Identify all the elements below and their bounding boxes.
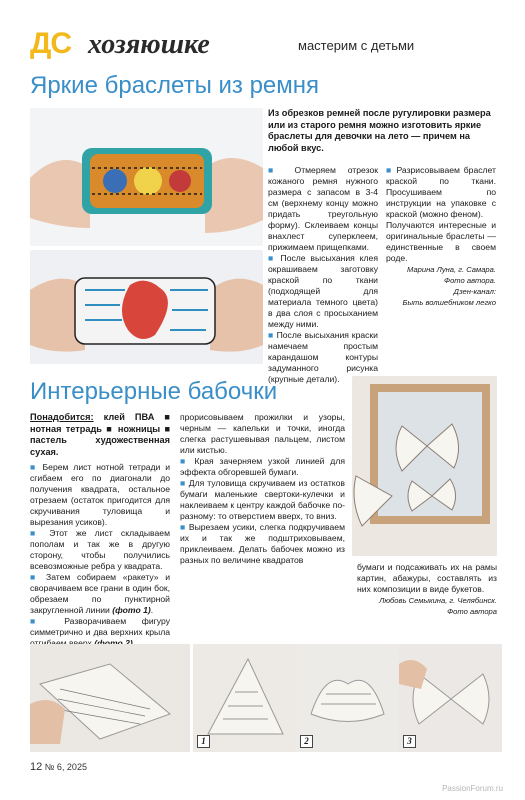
- step-photo-3: [399, 644, 502, 752]
- step-photo-2: [296, 644, 399, 752]
- article2-author: Любовь Семыкина, г. Челябинск.: [379, 596, 497, 605]
- article1-author: Марина Луна, г. Самара.: [407, 265, 496, 274]
- article1-lead: Из обрезков ремней после ругулировки размера или из старого ремня можно изготовить яркие браслеты для девочки на лето — причем на любой вкус.: [268, 108, 491, 153]
- bullet-square-icon: ■: [30, 462, 43, 473]
- bullet-square-icon: ■: [386, 165, 397, 175]
- rubric-label: мастерим с детьми: [298, 38, 415, 53]
- article1-title: Яркие браслеты из ремня: [30, 72, 320, 99]
- step-photo-1: [193, 644, 296, 752]
- page-number: 12: [30, 761, 43, 773]
- bullet-square-icon: ■: [180, 478, 189, 488]
- bracelet-photo-2: [30, 250, 263, 364]
- photo-number-3: 3: [403, 735, 416, 748]
- bullet-square-icon: ■: [268, 253, 281, 263]
- article1-photo-credit: Фото автора.: [444, 276, 496, 285]
- bracelet-photo-1: [30, 108, 263, 246]
- watermark: PassionForum.ru: [442, 784, 503, 793]
- article2-title: Интерьерные бабочки: [30, 378, 278, 405]
- magazine-header: [30, 28, 500, 62]
- article2-column-1: Понадобится: клей ПВА ■ нотная тетрадь ■ ножницы ■ пастель художественная сухая. ■ Берем лист нотной тетради и сгибаем его по диагонали до получения квадрата, остальное отрезаем (остаток пригодится для скручивания туловища и вырезания усиков). ■ Этот же лист складываем пополам и так же в другую сторону, чтобы получились всевозможные ребра у квадрата. ■ Затем собираем «ракету» и сворачиваем все грани в один бок, обрезаем по пунктирной закругленной линии (фото 1). ■ Разворачиваем фигуру симметрично и два верхних крыла: [30, 412, 170, 737]
- issue-number: № 6, 2025: [44, 762, 87, 772]
- photo-number-2: 2: [300, 735, 313, 748]
- bullet-square-icon: ■: [30, 528, 50, 539]
- photo-number-1: 1: [197, 735, 210, 748]
- bullet-square-icon: ■: [180, 456, 195, 466]
- bullet-square-icon: ■: [268, 165, 295, 175]
- article1-channel: Дзен-канал:: [453, 287, 496, 296]
- article1-channel-name: Быть волшебником легко: [402, 298, 496, 307]
- bullet-square-icon: ■: [30, 616, 65, 627]
- brand-logo: ДС: [30, 27, 72, 60]
- article2-column-2: прорисовываем прожилки и узоры, черным — капельки и точки, иногда слегка растушевывая пальцем, листом или кистью. ■ Края зачерняем узкой линией для эффекта обгоревшей бумаги. ■ Для туловища скручиваем из остатков бумаги маленькие свертоки-кулечки и наклеиваем к центру каждой бабочке по-разному: то отверстием вверх, то вниз. ■ Вырезаем усики, слегка подкручиваем их и так же подштриховываем, приклеиваем. Делать бабочек можно из разных по величине квадратов: [180, 412, 345, 565]
- bullet-square-icon: ■: [268, 330, 277, 340]
- article1-column-1: ■ Отмеряем отрезок кожаного ремня нужного размера с запасом в 3-4 см (верхнему концу можно придать треугольную форму). Склеиваем концы внахлест суперклеем, прижимаем прищепками. ■ После высыхания клея окрашиваем заготовку краской по ткани (подходящей для материала темного цвета) в два слоя с просыханием между ними. ■ После высыхания краски намечаем простым карандашом контуры задуманного рисунка (крупные детали).: [268, 165, 378, 384]
- section-name: хозяюшке: [88, 29, 210, 60]
- materials-label: Понадобится:: [30, 412, 94, 422]
- bullet-square-icon: ■: [30, 572, 47, 583]
- butterfly-frame-photo: [352, 376, 497, 556]
- article1-column-2: ■ Разрисовываем браслет краской по ткани. Просушиваем по инструкции на упаковке с краской (можно феном). Получаются интересные и оригинальные браслеты — единственные в своем роде. Марина Луна, г. Самара. Фото автора. Дзен-канал: Быть волшебником легко: [386, 165, 496, 307]
- bullet-square-icon: ■: [180, 522, 189, 532]
- materials-list: клей ПВА ■ нотная тетрадь ■ ножницы ■ пастель художественная сухая.: [30, 412, 170, 457]
- article2-photo-credit: Фото автора: [447, 607, 497, 616]
- page-footer: [30, 761, 87, 773]
- step-photo-hands: [30, 644, 190, 752]
- article2-column-3: бумаги и подсаживать их на рамы картин, абажуры, составлять из них композиции в виде букетов. Любовь Семыкина, г. Челябинск. Фото автора: [357, 562, 497, 616]
